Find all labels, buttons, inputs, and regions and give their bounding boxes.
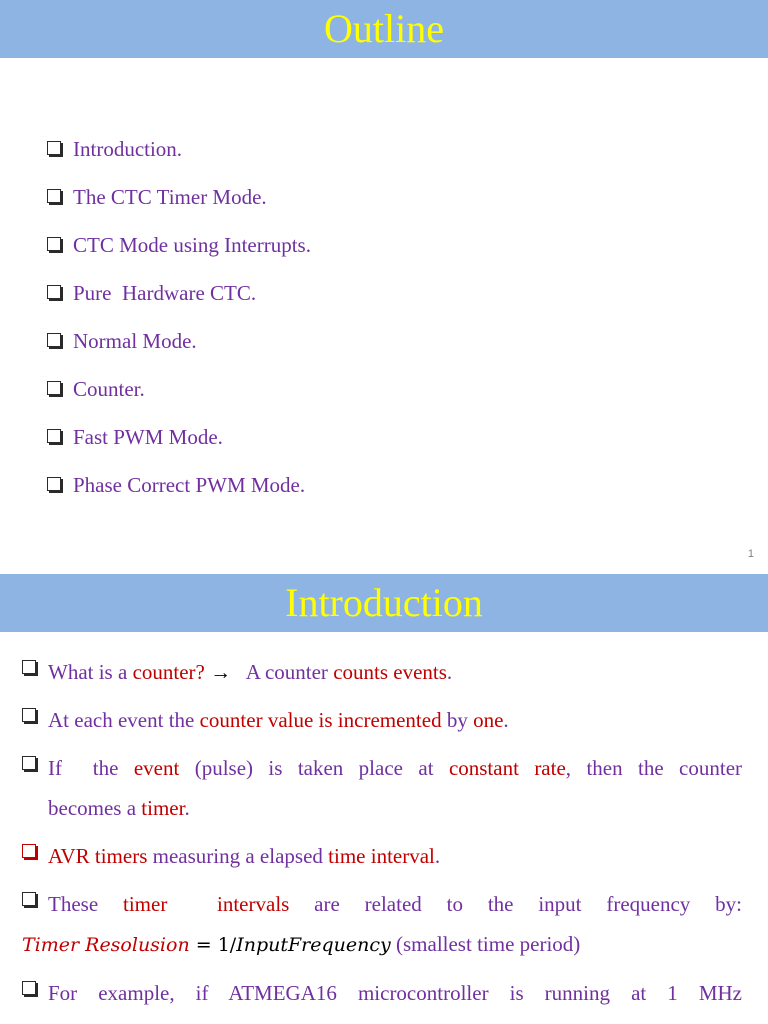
checkbox-bullet-icon bbox=[22, 660, 36, 674]
checkbox-bullet-icon bbox=[22, 892, 36, 906]
list-item: What is a counter? → A counter counts events. bbox=[22, 652, 742, 692]
page-number: 1 bbox=[747, 548, 754, 560]
slide-title: Outline bbox=[0, 0, 768, 58]
checkbox-bullet-icon bbox=[22, 981, 36, 995]
checkbox-bullet-icon bbox=[22, 708, 36, 722]
list-item: For example, if ATMEGA16 microcontroller is running at 1 MHz bbox=[22, 973, 742, 1013]
checkbox-bullet-icon bbox=[47, 429, 61, 443]
arrow-right-icon: → bbox=[204, 660, 242, 684]
slide-introduction bbox=[0, 574, 768, 1024]
checkbox-bullet-icon bbox=[47, 381, 61, 395]
checkbox-bullet-icon bbox=[47, 189, 61, 203]
outline-list bbox=[47, 133, 311, 517]
checkbox-bullet-icon bbox=[47, 477, 61, 491]
list-item: Normal Mode. bbox=[47, 325, 311, 373]
checkbox-bullet-icon bbox=[22, 756, 36, 770]
list-item: Phase Correct PWM Mode. bbox=[47, 469, 311, 517]
list-item: CTC Mode using Interrupts. bbox=[47, 229, 311, 277]
list-item: The CTC Timer Mode. bbox=[47, 181, 311, 229]
formula-operator: = 1/ bbox=[189, 934, 237, 956]
list-item: Fast PWM Mode. bbox=[47, 421, 311, 469]
formula-rhs: InputFrequency bbox=[236, 934, 391, 956]
checkbox-bullet-icon bbox=[22, 844, 36, 858]
intro-list bbox=[22, 652, 742, 1021]
list-item: If the event (pulse) is taken place at constant rate, then the counter becomes a timer. bbox=[22, 748, 742, 828]
slide-title: Introduction bbox=[0, 574, 768, 632]
list-item: Pure Hardware CTC. bbox=[47, 277, 311, 325]
list-item: At each event the counter value is incremented by one. bbox=[22, 700, 742, 740]
formula-lhs: Timer Resolusion bbox=[22, 934, 190, 956]
list-item: These timer intervals are related to the input frequency by: Timer Resolusion = 1/InputFrequency (smallest time period) bbox=[22, 892, 742, 956]
list-item: Counter. bbox=[47, 373, 311, 421]
list-item: Introduction. bbox=[47, 133, 311, 181]
checkbox-bullet-icon bbox=[47, 237, 61, 251]
checkbox-bullet-icon bbox=[47, 141, 61, 155]
checkbox-bullet-icon bbox=[47, 333, 61, 347]
checkbox-bullet-icon bbox=[47, 285, 61, 299]
list-item: AVR timers measuring a elapsed time interval. bbox=[22, 836, 742, 876]
